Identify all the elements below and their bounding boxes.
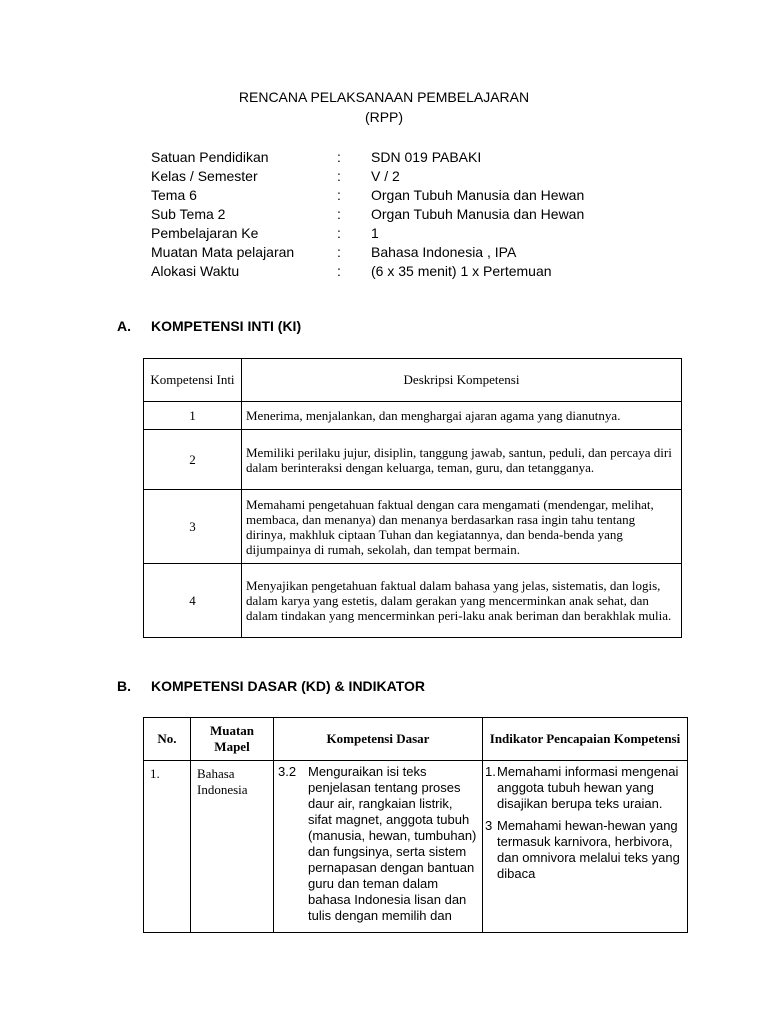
kd-text: Menguraikan isi teks penjelasan tentang proses daur air, rangkaian listrik, sifat magnet, anggota tubuh (manusia, hewan, tumbuhan) dan fungsinya, serta sistem pernapasan dengan bantuan guru dan teman dalam bahasa Indonesia lisan dan tulis dengan memilih dan [308,764,477,923]
column-header-deskripsi: Deskripsi Kompetensi [242,359,682,402]
info-colon: : [337,206,341,222]
ki-description: Menyajikan pengetahuan faktual dalam bahasa yang jelas, sistematis, dan logis, dalam karya yang estetis, dalam gerakan yang mencerminkan anak sehat, dan dalam tindakan yang mencerminkan peri-laku anak beriman dan berakhlak mulia. [242,564,682,638]
document-title: RENCANA PELAKSANAAN PEMBELAJARAN [238,89,530,105]
info-value: 1 [371,225,379,241]
info-value: Bahasa Indonesia , IPA [371,244,517,260]
ki-number: 3 [144,490,242,564]
section-b-title: KOMPETENSI DASAR (KD) & INDIKATOR [151,678,426,694]
indicator-text: Memahami hewan-hewan yang termasuk karnivora, herbivora, dan omnivora melalui teks yang dibaca [497,818,680,881]
column-header-indikator: Indikator Pencapaian Kompetensi [483,718,688,761]
info-colon: : [337,149,341,165]
ki-description: Memahami pengetahuan faktual dengan cara mengamati (mendengar, melihat, membaca, dan menanya) dan menanya berdasarkan rasa ingin tahu tentang dirinya, makhluk ciptaan Tuhan dan kegiatannya, dan benda-benda yang dijumpainya di rumah, sekolah, dan tempat bermain. [242,490,682,564]
kompetensi-dasar-cell [274,761,483,933]
info-colon: : [337,244,341,260]
info-value: Organ Tubuh Manusia dan Hewan [371,187,585,203]
section-a-title: KOMPETENSI INTI (KI) [151,318,302,334]
info-value: (6 x 35 menit) 1 x Pertemuan [371,263,552,279]
info-label: Satuan Pendidikan [151,149,269,165]
kompetensi-inti-table [143,358,682,638]
document-subtitle: (RPP) [364,109,404,125]
kompetensi-dasar-item [278,764,478,924]
indicator-item [485,818,685,882]
ki-description: Menerima, menjalankan, dan menghargai ajaran agama yang dianutnya. [242,402,682,430]
table-row [144,490,682,564]
info-label: Pembelajaran Ke [151,225,259,241]
kd-code: 3.2 [278,764,297,779]
info-colon: : [337,168,341,184]
indikator-cell [483,761,688,933]
info-label: Kelas / Semester [151,168,258,184]
ki-number: 4 [144,564,242,638]
column-header-kompetensi-dasar: Kompetensi Dasar [274,718,483,761]
ki-number: 2 [144,430,242,490]
kd-muatan-mapel: Bahasa Indonesia [191,761,274,933]
table-row [144,761,688,933]
kompetensi-dasar-table [143,717,688,933]
ki-description: Memiliki perilaku jujur, disiplin, tanggung jawab, santun, peduli, dan percaya diri dalam berinteraksi dengan keluarga, teman, guru, dan tetangganya. [242,430,682,490]
info-label: Tema 6 [151,187,197,203]
info-label: Muatan Mata pelajaran [151,244,295,260]
info-value: SDN 019 PABAKI [371,149,482,165]
table-row [144,430,682,490]
ki-number: 1 [144,402,242,430]
info-label: Sub Tema 2 [151,206,226,222]
table-header-row [144,359,682,402]
info-value: Organ Tubuh Manusia dan Hewan [371,206,585,222]
indicator-code: 1. [485,764,496,779]
indicator-code: 3 [485,818,493,833]
table-row [144,402,682,430]
indicator-item [485,764,685,812]
column-header-no: No. [144,718,191,761]
column-header-muatan-mapel: Muatan Mapel [191,718,274,761]
info-colon: : [337,225,341,241]
info-label: Alokasi Waktu [151,263,240,279]
table-header-row [144,718,688,761]
indicator-text: Memahami informasi mengenai anggota tubuh hewan yang disajikan berupa teks uraian. [497,764,679,811]
table-row [144,564,682,638]
kd-row-number: 1. [144,761,191,933]
column-header-kompetensi-inti: Kompetensi Inti [144,359,242,402]
info-colon: : [337,187,341,203]
info-colon: : [337,263,341,279]
section-a-number: A. [117,318,131,334]
section-b-number: B. [117,678,131,694]
info-value: V / 2 [371,168,400,184]
